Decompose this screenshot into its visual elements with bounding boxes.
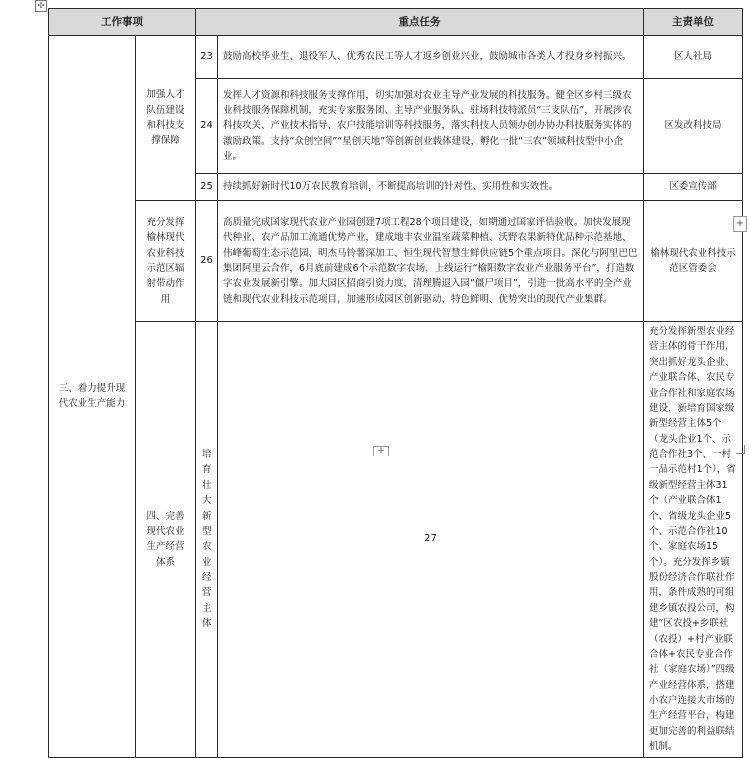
unit-cell: 榆林现代农业科技示范区管委会 [644, 201, 743, 322]
unit-cell: 区委宣传部 [644, 174, 743, 201]
sub-item-cell: 培育壮大新型农业经营主体 [196, 322, 218, 758]
table-row [49, 322, 743, 758]
table-resize-corner-icon[interactable] [736, 445, 745, 454]
table-row [49, 201, 743, 322]
header-work-item: 工作事项 [49, 9, 196, 36]
task-cell: 持续抓好新时代10万农民教育培训，不断提高培训的针对性、实用性和实效性。 [218, 174, 644, 201]
header-unit: 主责单位 [644, 9, 743, 36]
unit-cell: 区人社局 [644, 36, 743, 79]
work-plan-table-container [48, 8, 742, 758]
work-plan-table [48, 8, 743, 758]
work-area-cell: 三、着力提升现代农业生产能力 [49, 36, 136, 758]
add-column-plus-icon[interactable]: + [733, 216, 747, 232]
sub-item-cell: 加强人才队伍建设和科技支撑保障 [136, 36, 196, 201]
row-number: 26 [196, 201, 218, 322]
task-cell: 鼓励高校毕业生、退役军人、优秀农民工等人才返乡创业兴业，鼓励城市各类人才投身乡村振兴。 [218, 36, 644, 79]
row-number: 25 [196, 174, 218, 201]
table-move-handle-icon[interactable]: ✣ [35, 0, 47, 12]
header-key-task: 重点任务 [196, 9, 644, 36]
row-number: 24 [196, 79, 218, 174]
row-number: 23 [196, 36, 218, 79]
table-row [49, 36, 743, 79]
task-cell: 高质量完成国家现代农业产业园创建7项工程28个项目建设，如期通过国家评估验收。加快发展现代种业、农产品加工流通优势产业，建成地丰农业温室蔬菜种植、沃野农果新特优品种示范基地、伟峰葡萄生态示范园、明杰马铃薯深加工、恒生现代智慧生鲜供应链5个重点项目。深化与阿里巴巴集团阿里云合作，6月底前建成6个示范数字农场，上线运行“榆阳数字农业产业服务平台”，打造数字农业发展新引擎。加大园区招商引资力度，清理腾退入园“僵尸项目”，引进一批高水平的全产业链和现代农业科技示范项目，加速形成园区创新驱动、特色鲜明、优势突出的现代产业集群。 [218, 201, 644, 322]
sub-item-cell: 充分发挥榆林现代农业科技示范区辐射带动作用 [136, 201, 196, 322]
task-cell: 充分发挥新型农业经营主体的骨干作用，突出抓好龙头企业、产业联合体、农民专业合作社和家庭农场建设，新培育国家级新型经营主体5个（龙头企业1个、示范合作社3个、一村一品示范村1个），省级新型经营主体31个（产业联合体1个、省级龙头企业5个、示范合作社10个、家庭农场15个）。充分发挥乡镇股份经济合作联社作用，条件成熟的可组建乡镇农投公司，构建“区农投+乡联社（农投）+村产业联合体+农民专业合作社（家庭农场）”四级产业经营体系，搭建小农户连接大市场的生产经营平台，构建更加完善的利益联结机制。 [644, 322, 743, 758]
task-cell: 发挥人才资源和科技服务支撑作用，切实加强对农业主导产业发展的科技服务。健全区乡村三级农业科技服务保障机制，充实专家服务团、主导产业服务队、驻场科技特派员“三支队伍”，开展涉农科技攻关、产业技术指导、农户技能培训等科技服务，落实科技人员领办创办协办科技服务实体的激励政策。支持“众创空间”“星创天地”等创新创业载体建设，孵化一批“三农”领域科技型中小企业。 [218, 79, 644, 174]
table-header-row [49, 9, 743, 36]
work-area-cell: 四、完善现代农业生产经营体系 [136, 322, 196, 758]
row-number: 27 [218, 322, 644, 758]
unit-cell: 区发改科技局 [644, 79, 743, 174]
add-row-plus-icon[interactable]: + [373, 446, 389, 456]
